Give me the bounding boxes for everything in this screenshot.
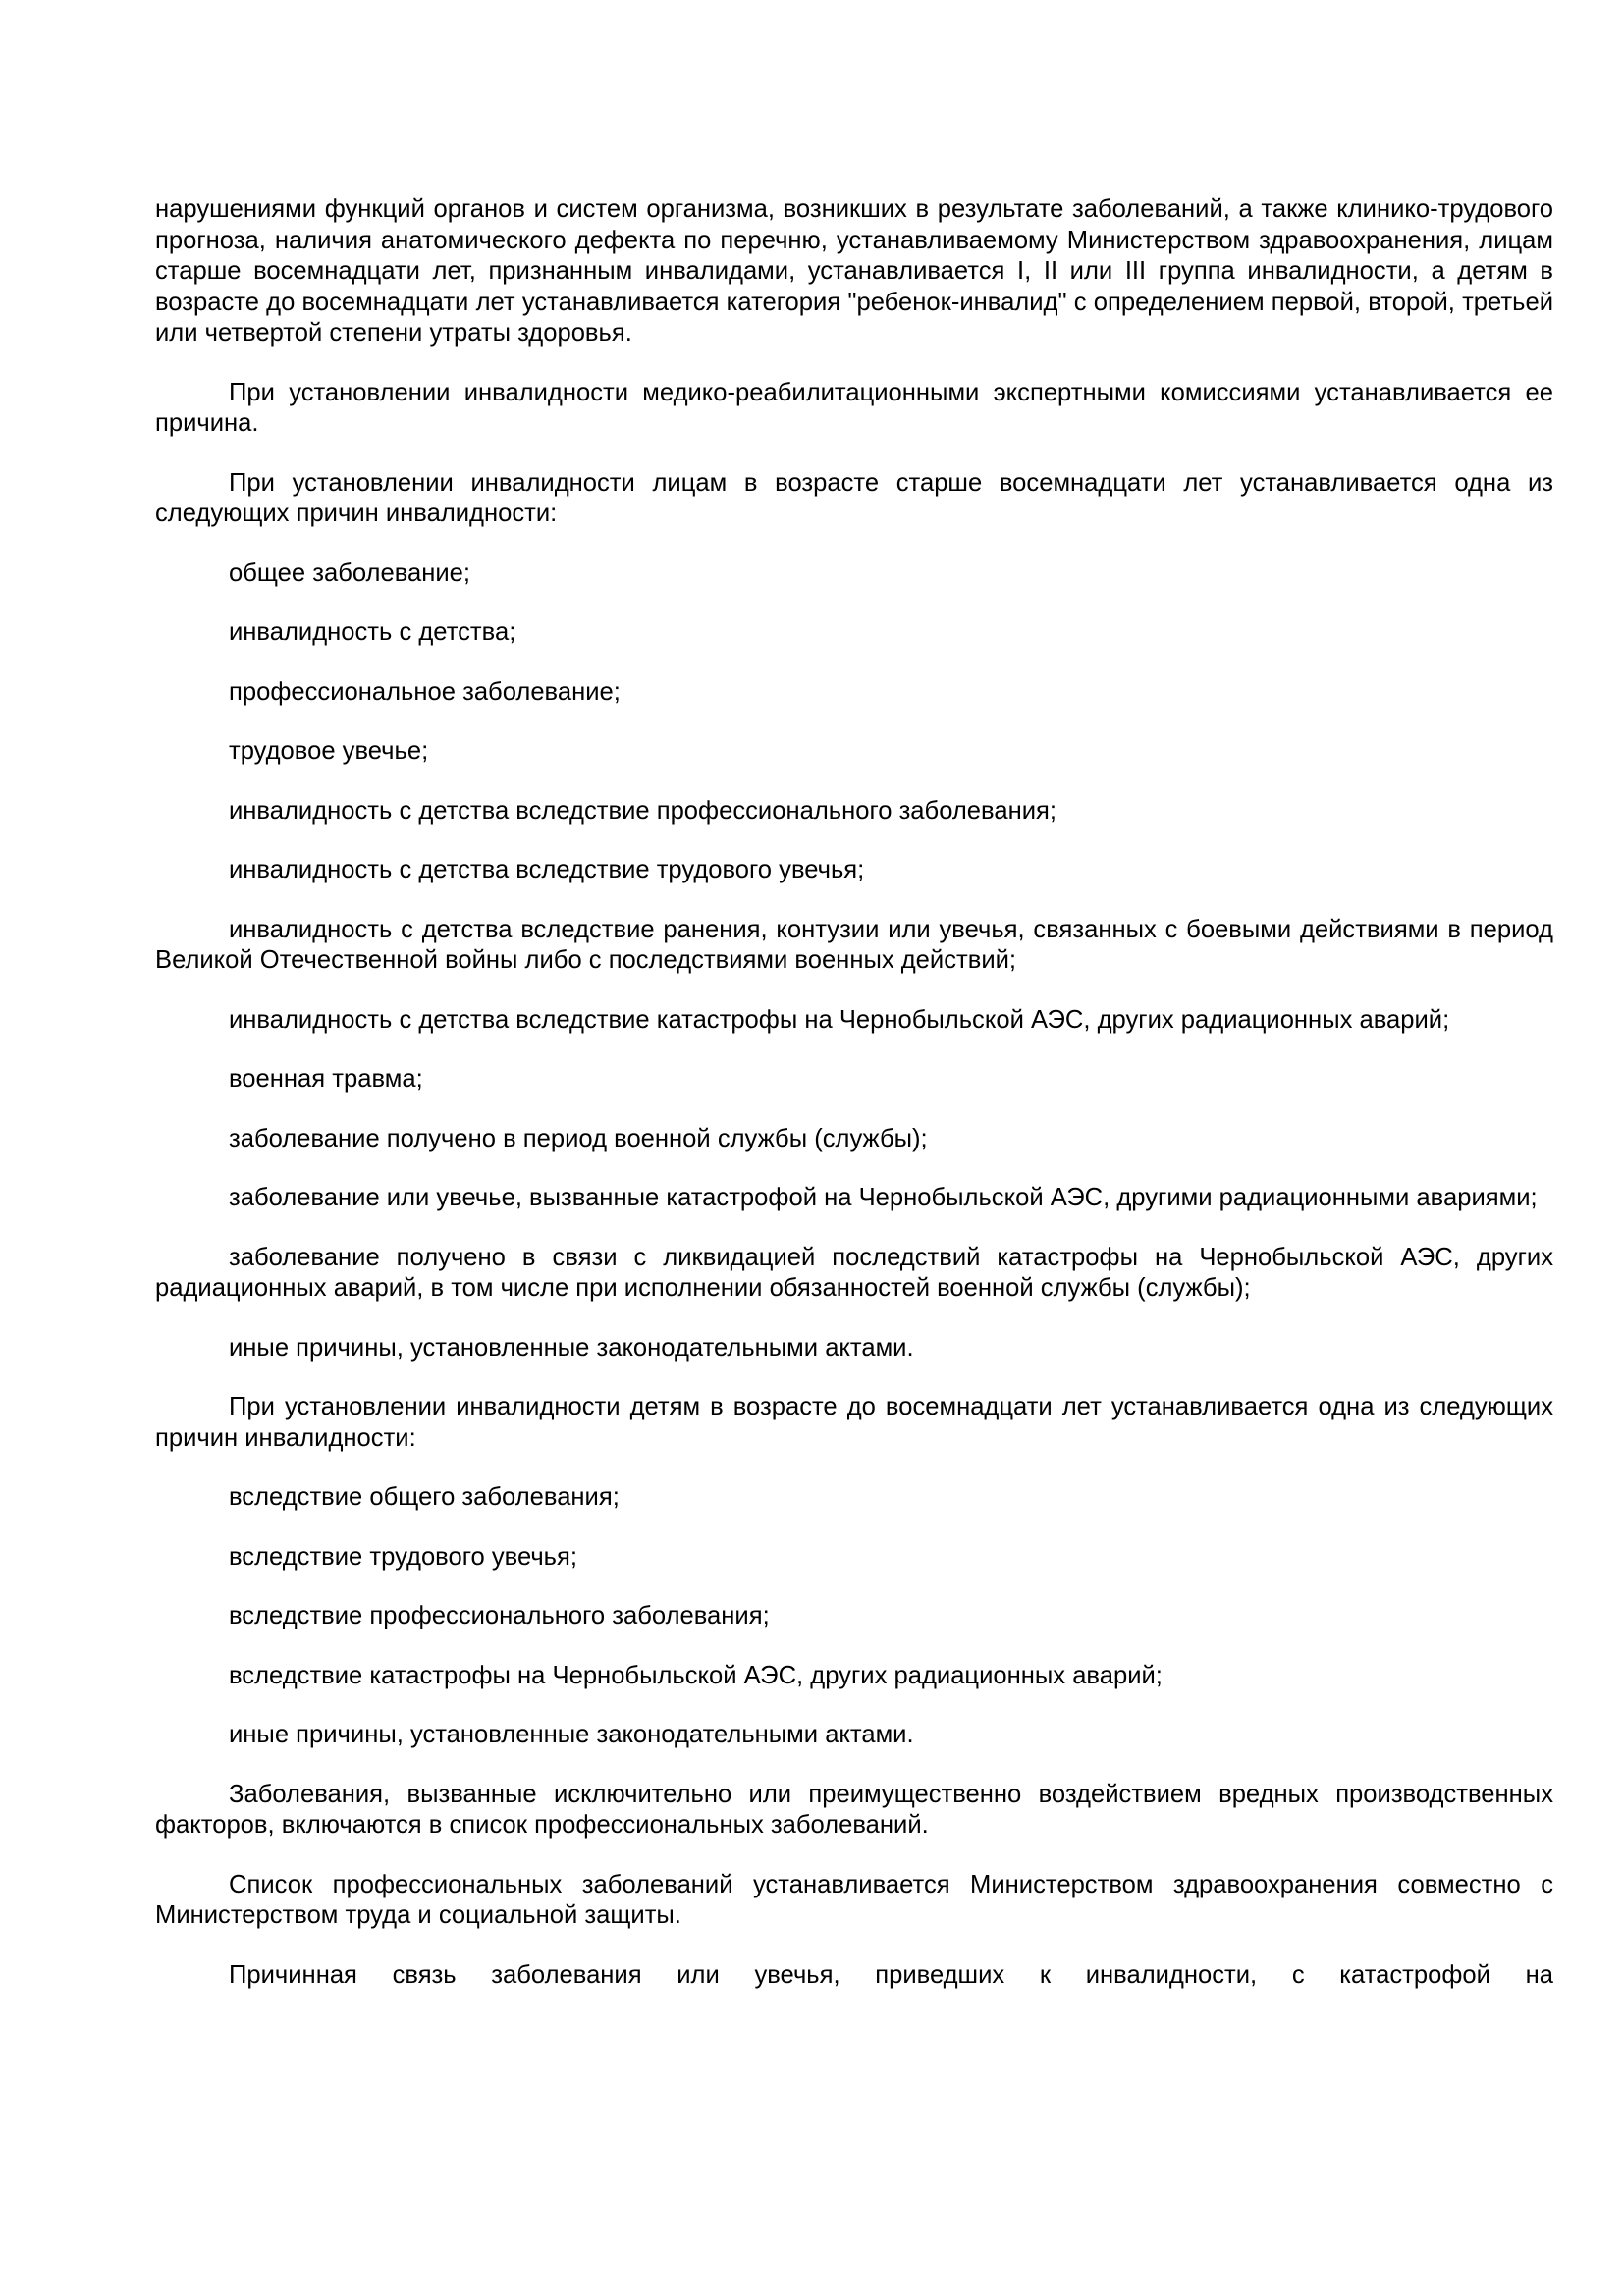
list-item: заболевание получено в период военной службы (службы); xyxy=(229,1124,928,1152)
list-item: инвалидность с детства; xyxy=(229,618,516,646)
list-item: вследствие катастрофы на Чернобыльской АЭС, других радиационных аварий; xyxy=(229,1661,1163,1689)
paragraph-child-causes-intro: При установлении инвалидности детям в возрасте до восемнадцати лет устанавливается одна из следующих причин инвалидности: xyxy=(155,1393,1553,1452)
paragraph-cause-established: При установлении инвалидности медико-реабилитационными экспертными комиссиями устанавливается ее причина. xyxy=(155,378,1553,437)
document-page xyxy=(155,194,1553,2019)
paragraph-occupational-list: Список профессиональных заболеваний устанавливается Министерством здравоохранения совместно с Министерством труда и социальной защиты. xyxy=(155,1870,1553,1929)
paragraph-occupational-diseases: Заболевания, вызванные исключительно или преимущественно воздействием вредных производственных факторов, включаются в список профессиональных заболеваний. xyxy=(155,1780,1553,1839)
list-item: инвалидность с детства вследствие профессионального заболевания; xyxy=(229,796,1056,825)
list-item: заболевание или увечье, вызванные катастрофой на Чернобыльской АЭС, другими радиационными авариями; xyxy=(229,1184,1538,1211)
list-item: вследствие трудового увечья; xyxy=(229,1542,577,1571)
list-item: инвалидность с детства вследствие трудового увечья; xyxy=(229,856,865,883)
list-item: профессиональное заболевание; xyxy=(229,677,621,706)
list-item: заболевание получено в связи с ликвидацией последствий катастрофы на Чернобыльской АЭС, других радиационных аварий, в том числе при исполнении обязанностей военной службы (службы); xyxy=(155,1243,1553,1302)
list-item: инвалидность с детства вследствие катастрофы на Чернобыльской АЭС, других радиационных аварий; xyxy=(229,1005,1450,1034)
paragraph-adult-causes-intro: При установлении инвалидности лицам в возрасте старше восемнадцати лет устанавливается одна из следующих причин инвалидности: xyxy=(155,468,1553,527)
list-item: общее заболевание; xyxy=(229,559,471,587)
list-item: военная травма; xyxy=(229,1065,423,1093)
list-item: иные причины, установленные законодательными актами. xyxy=(229,1721,914,1748)
list-item: иные причины, установленные законодательными актами. xyxy=(229,1333,914,1362)
paragraph-disability-groups: нарушениями функций органов и систем организма, возникших в результате заболеваний, а также клинико-трудового прогноза, наличия анатомического дефекта по перечню, устанавливаемому Министерством здравоохранения, лицам старше восемнадцати лет, признанным инвалидами, устанавливается I, II или III группа инвалидности, а детям в возрасте до восемнадцати лет устанавливается категория "ребенок-инвалид" с определением первой, второй, третьей или четвертой степени утраты здоровья. xyxy=(155,195,1554,347)
paragraph-causal-link: Причинная связь заболевания или увечья, приведших к инвалидности, с катастрофой на xyxy=(229,1960,1553,1989)
list-item: трудовое увечье; xyxy=(229,737,429,765)
list-item: инвалидность с детства вследствие ранения, контузии или увечья, связанных с боевыми действиями в период Великой Отечественной войны либо с последствиями военных действий; xyxy=(155,915,1553,974)
list-item: вследствие профессионального заболевания; xyxy=(229,1602,770,1629)
list-item: вследствие общего заболевания; xyxy=(229,1483,620,1511)
